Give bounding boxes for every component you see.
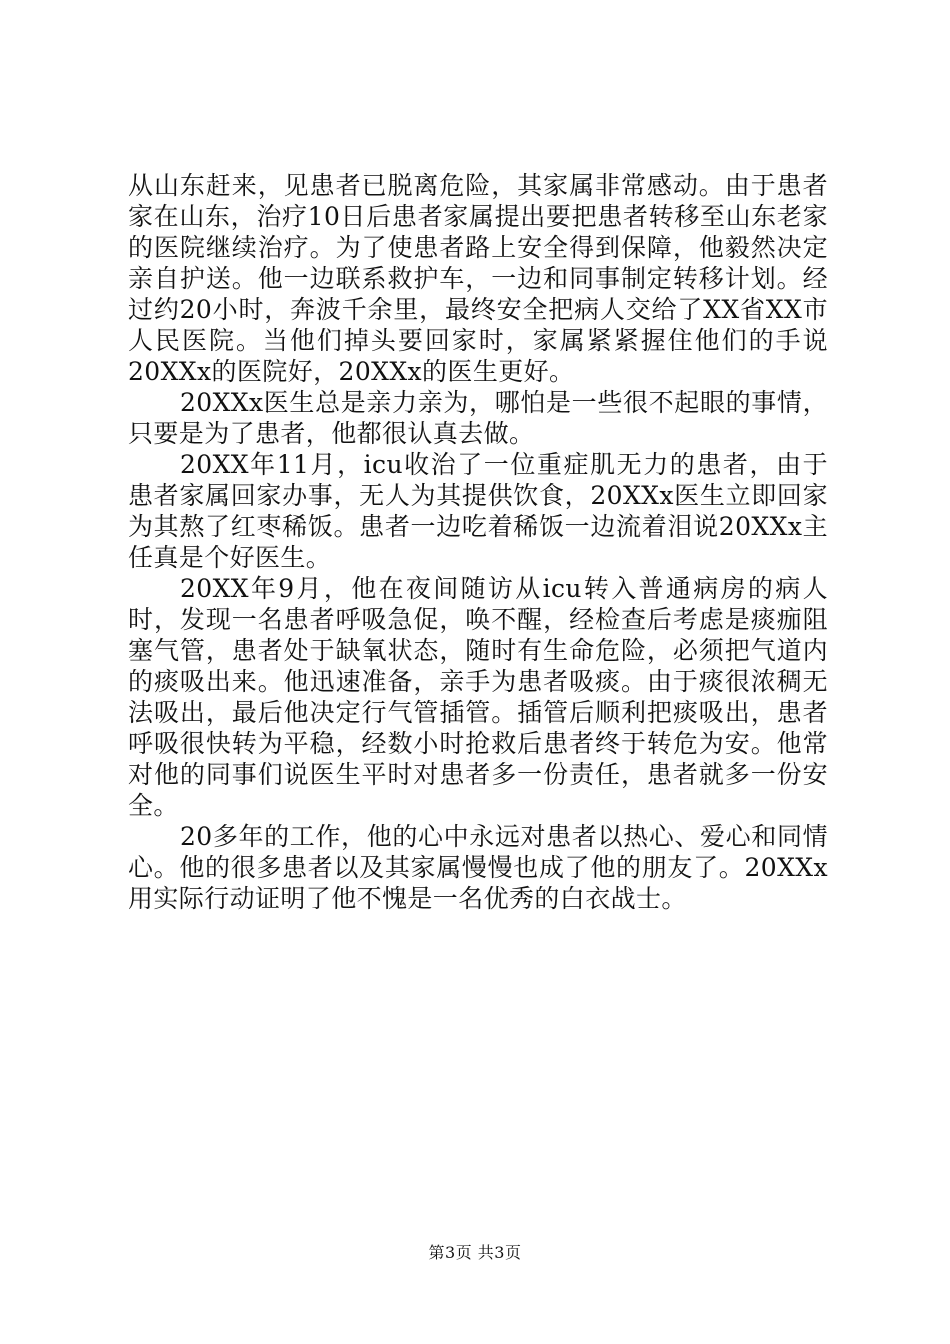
paragraph: 20XX年9月，他在夜间随访从icu转入普通病房的病人时，发现一名患者呼吸急促，唤不醒，经检查后考虑是痰痂阻塞气管，患者处于缺氧状态，随时有生命危险，必须把气道内的痰吸出来。他迅速准备，亲手为患者吸痰。由于痰很浓稠无法吸出，最后他决定行气管插管。插管后顺利把痰吸出，患者呼吸很快转为平稳，经数小时抢救后患者终于转危为安。他常对他的同事们说医生平时对患者多一份责任，患者就多一份安全。 [128, 574, 828, 820]
paragraph: 20XXx医生总是亲力亲为，哪怕是一些很不起眼的事情，只要是为了患者，他都很认真去做。 [128, 388, 828, 448]
paragraph-continuation: 从山东赶来，见患者已脱离危险，其家属非常感动。由于患者家在山东，治疗10日后患者家属提出要把患者转移至山东老家的医院继续治疗。为了使患者路上安全得到保障，他毅然决定亲自护送。他一边联系救护车，一边和同事制定转移计划。经过约20小时，奔波千余里，最终安全把病人交给了XX省XX市人民医院。当他们掉头要回家时，家属紧紧握住他们的手说20XXx的医院好，20XXx的医生更好。 [128, 171, 828, 386]
document-body [128, 170, 828, 914]
paragraph: 20XX年11月，icu收治了一位重症肌无力的患者，由于患者家属回家办事，无人为其提供饮食，20XXx医生立即回家为其熬了红枣稀饭。患者一边吃着稀饭一边流着泪说20XXx主任真是个好医生。 [128, 450, 828, 572]
page-footer: 第3页 共3页 [428, 1243, 522, 1262]
paragraph: 20多年的工作，他的心中永远对患者以热心、爱心和同情心。他的很多患者以及其家属慢慢也成了他的朋友了。20XXx用实际行动证明了他不愧是一名优秀的白衣战士。 [128, 822, 828, 913]
